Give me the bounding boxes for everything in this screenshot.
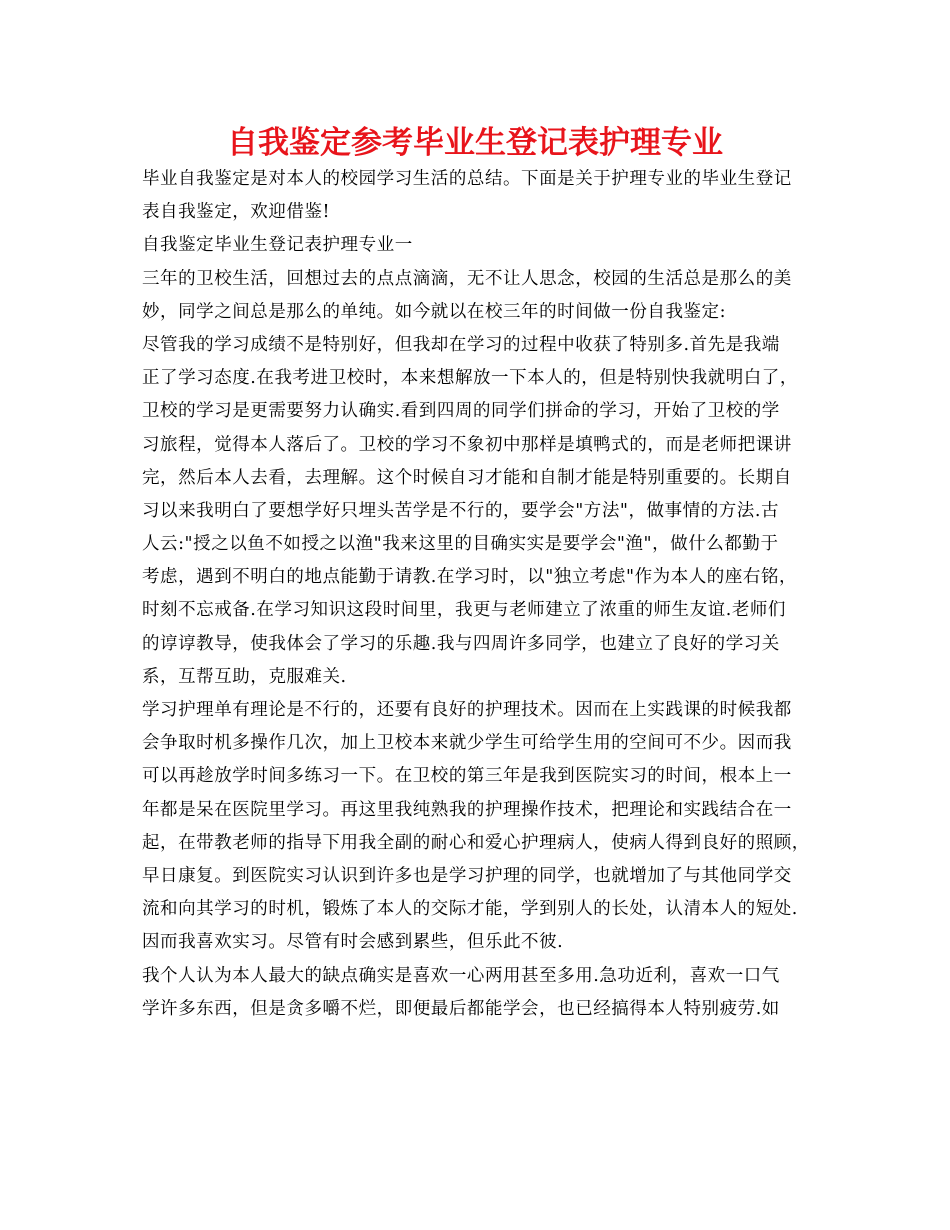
body-line: 学许多东西，但是贪多嚼不烂，即便最后都能学会，也已经搞得本人特别疲劳.如 — [142, 998, 780, 1019]
body-line: 毕业自我鉴定是对本人的校园学习生活的总结。下面是关于护理专业的毕业生登记 — [142, 169, 792, 189]
body-line: 卫校的学习是更需要努力认确实.看到四周的同学们拼命的学习，开始了卫校的学 — [142, 401, 780, 422]
body-line: 习以来我明白了要想学好只埋头苦学是不行的，要学会"方法"，做事情的方法.古 — [142, 500, 780, 521]
body-line: 完，然后本人去看，去理解。这个时候自习才能和自制才能是特别重要的。长期自 — [142, 467, 792, 488]
body-line: 习旅程，觉得本人落后了。卫校的学习不象初中那样是填鸭式的，而是老师把课讲 — [142, 434, 792, 455]
body-line: 表自我鉴定，欢迎借鉴! — [142, 202, 331, 223]
body-line: 正了学习态度.在我考进卫校时，本来想解放一下本人的，但是特别快我就明白了， — [142, 368, 798, 389]
body-line: 尽管我的学习成绩不是特别好，但我却在学习的过程中收获了特别多.首先是我端 — [142, 334, 780, 355]
body-line: 学习护理单有理论是不行的，还要有良好的护理技术。因而在上实践课的时候我都 — [142, 700, 792, 720]
body-line: 自我鉴定毕业生登记表护理专业一 — [142, 235, 413, 256]
body-line: 三年的卫校生活，回想过去的点点滴滴，无不让人思念，校园的生活总是那么的美 — [142, 268, 792, 289]
body-line: 考虑，遇到不明白的地点能勤于请教.在学习时，以"独立考虑"作为本人的座右铭， — [142, 567, 798, 588]
body-line: 可以再趁放学时间多练习一下。在卫校的第三年是我到医院实习的时间，根本上一 — [142, 766, 792, 787]
body-line: 流和向其学习的时机，锻炼了本人的交际才能，学到别人的长处，认清本人的短处. — [142, 899, 798, 920]
body-line: 因而我喜欢实习。尽管有时会感到累些，但乐此不彼. — [142, 932, 564, 953]
body-line: 早日康复。到医院实习认识到许多也是学习护理的同学，也就增加了与其他同学交 — [142, 865, 792, 886]
body-line: 妙，同学之间总是那么的单纯。如今就以在校三年的时间做一份自我鉴定: — [142, 301, 727, 322]
body-line: 年都是呆在医院里学习。再这里我纯熟我的护理操作技术，把理论和实践结合在一 — [142, 799, 792, 820]
body-line: 起，在带教老师的指导下用我全副的耐心和爱心护理病人，使病人得到良好的照顾， — [142, 832, 810, 853]
body-line: 人云:"授之以鱼不如授之以渔"我来这里的目确实实是要学会"渔"，做什么都勤于 — [142, 534, 779, 555]
document-body — [142, 163, 818, 1026]
body-line: 会争取时机多操作几次，加上卫校本来就少学生可给学生用的空间可不少。因而我 — [142, 733, 792, 754]
body-line: 的谆谆教导，使我体会了学习的乐趣.我与四周许多同学，也建立了良好的学习关 — [142, 633, 780, 654]
body-line: 时刻不忘戒备.在学习知识这段时间里，我更与老师建立了浓重的师生友谊.老师们 — [142, 600, 786, 621]
document-title: 自我鉴定参考毕业生登记表护理专业 — [227, 125, 723, 161]
body-line: 系，互帮互助，克服难关. — [142, 666, 347, 687]
body-line: 我个人认为本人最大的缺点确实是喜欢一心两用甚至多用.急功近利，喜欢一口气 — [142, 965, 780, 986]
